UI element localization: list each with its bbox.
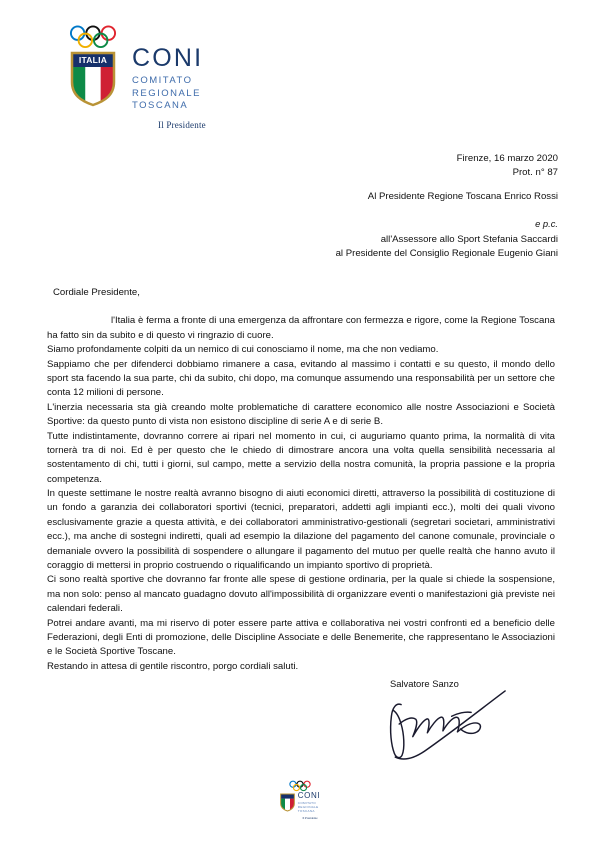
brand-subtitle-line-2: REGIONALE [132,87,201,99]
brand-subtitle-line-3: TOSCANA [132,100,189,112]
footer-brand-subtitle-line-3: TOSCANA [297,809,315,814]
addressee-cc-1: all'Assessore allo Sport Stefania Saccardi [380,233,558,245]
addressee-epc-label: e p.c. [535,218,558,230]
paragraph-7: Ci sono realtà sportive che dovranno far fronte alle spese di gestione ordinaria, per la quale si chiede la sospensione, ma non solo: penso al mancato guadagno dovuto all'impossibilità di organizzare eventi o manifestazioni già previste nei calendari federali. [47,574,555,615]
place-and-date: Firenze, 16 marzo 2020 [456,153,558,164]
signatory-name: Salvatore Sanzo [390,678,459,689]
footer-brand-subtitle [298,801,320,814]
italia-shield-icon [70,51,116,107]
brand-title: CONI [132,44,204,72]
paragraph-6: In queste settimane le nostre realtà avranno bisogno di aiuti economici diretti, attraverso la possibilità di costituzione di un fondo a garanzia dei collaboratori sportivi (tecnici, preparatori, addetti agli impianti ecc.), molti dei quali vivono esclusivamente grazie a questa attività, e dei collaboratori amministrativo-gestionali (segretari societari, amministrativi ecc.), ma anche di sostegni indiretti, quali ad esempio la dilazione del pagamento del canone comunale, provinciale o demaniale ovvero la possibilità di sospendere o allungare il pagamento del mutuo per quelle realtà che hanno avuto il coraggio di mettersi in proprio costruendo o riqualificando un impianto sportivo di proprietà. [47,488,555,572]
olympic-rings-icon [69,24,117,50]
handwritten-signature-icon [370,687,546,768]
brand-role: Il Presidente [158,119,206,130]
salutation: Cordiale Presidente, [53,287,140,298]
olympic-rings-icon [289,779,311,791]
brand-block [132,24,206,130]
footer-brand-subtitle-line-1: COMITATO [297,801,317,805]
shield-label: ITALIA [78,55,108,65]
paragraph-9: Restando in attesa di gentile riscontro, porgo cordiali saluti. [47,660,299,672]
footer-brand-title: CONI [297,791,321,800]
paragraph-2: Siamo profondamente colpiti da un nemico di cui conosciamo il nome, ma che non vediamo. [47,344,439,356]
addressee-block [336,190,558,261]
document-meta [457,152,558,180]
italia-shield-icon [280,793,295,812]
protocol-number: Prot. n° 87 [512,166,558,178]
brand-subtitle-line-1: COMITATO [132,75,193,86]
brand-subtitle [132,75,206,113]
addressee-cc-2: al Presidente del Consiglio Regionale Eugenio Giani [335,247,558,259]
paragraph-1-text: l'Italia è ferma a fronte di una emergenza da affrontare con fermezza e rigore, come la Regione Toscana ha fatto sin da subito e di questo vi ringrazio di cuore. [47,315,555,341]
footer-brand-block [298,792,320,814]
signature-block [386,678,546,768]
coni-emblem [64,24,122,107]
paragraph-3: Sappiamo che per difenderci dobbiamo rimanere a casa, evitando al massimo i contatti e su questo, il mondo dello sport sta facendo la sua parte, chi da subito, chi dopo, ma comunque assumendo una responsabilità per un settore che conta 12 milioni di persone. [47,358,555,399]
paragraph-1 [47,314,555,343]
footer-logo-row [280,792,320,814]
addressee-primary: Al Presidente Regione Toscana Enrico Rossi [367,191,558,202]
footer-coni-logo [271,779,329,820]
paragraph-8: Potrei andare avanti, ma mi riservo di poter essere parte attiva e collaborativa nei vostri confronti ed a beneficio delle Federazioni, degli Enti di promozione, delle Discipline Associate e delle Benemerite, che rappresentano le Associazioni e le Società Sportive Toscane. [47,617,555,658]
footer-brand-role: Il Presidente [302,815,318,820]
letterhead [64,24,206,130]
letter-body [47,286,555,674]
footer-brand-subtitle-line-2: REGIONALE [297,805,319,810]
paragraph-4: L'inerzia necessaria sta già creando molte problematiche di carattere economico alle nostre Associazioni e Società Sportive: da questo punto di vista non esistono discipline di serie A e di serie B. [47,401,555,428]
paragraph-5: Tutte indistintamente, dovranno correre ai ripari nel momento in cui, ci auguriamo quanto prima, la normalità di vita tornerà tra di noi. Ed è per questo che le chiedo di dimostrare ancora una volta quella sensibilità necessaria al sostentamento di chi, tutti i giorni, sul campo, mette a servizio della nostra comunità, la propria passione e la propria competenza. [47,430,555,485]
